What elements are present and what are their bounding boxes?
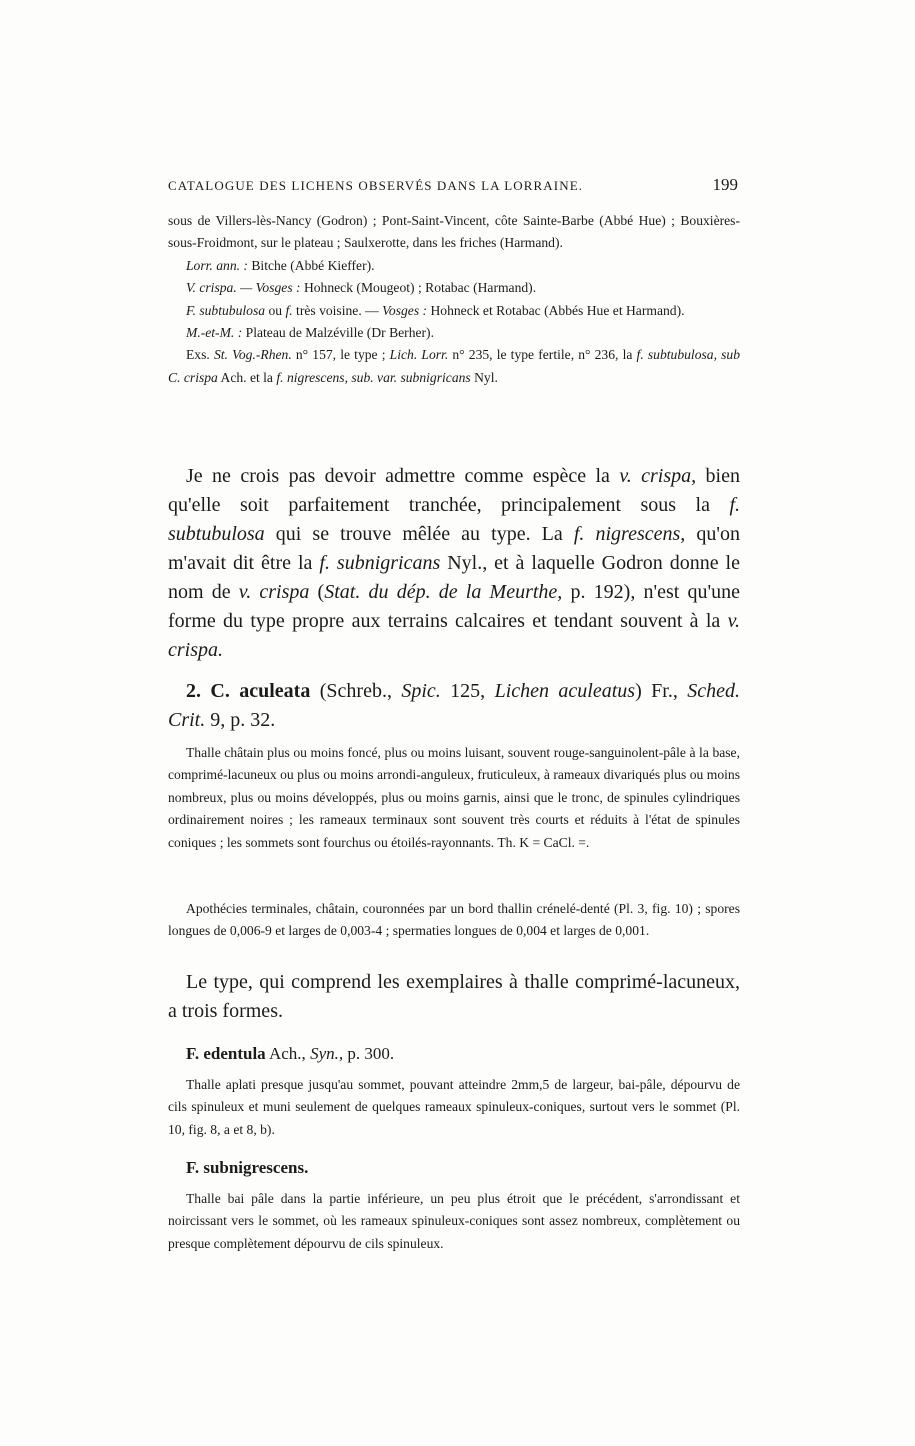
species-name: 2. C. aculeata [186, 680, 311, 702]
commentary-paragraph: Je ne crois pas devoir admettre comme espèce la v. crispa, bien qu'elle soit parfaitement tranchée, principalement sous la f. subtubulosa qui se trouve mêlée au type. La f. nigrescens, qu'on m'avait dit être la f. subnigricans Nyl., et à laquelle Godron donne le nom de v. crispa (Stat. du dép. de la Meurthe, p. 192), n'est qu'une forme du type propre aux terrains calcaires et tendant souvent à la v. crispa. [168, 465, 741, 661]
page-number: 199 [712, 175, 738, 194]
species-description: Thalle châtain plus ou moins foncé, plus ou moins luisant, souvent rouge-sanguinolent-pâle à la base, comprimé-lacuneux ou plus ou moins arrondi-anguleux, fruticuleux, à rameaux divariqués plus ou moins nombreux, plus ou moins développés, plus ou moins garnis, ainsi que le tronc, de spinules cylindriques ordinairement noires ; les rameaux terminaux sont souvent très courts et réduits à l'état de spinules coniques ; les sommets sont fourchus ou étoilés-rayonnants. Th. K = CaCl. =. [168, 745, 740, 850]
locality-paragraph: M.-et-M. : Plateau de Malzéville (Dr Berher). [186, 325, 434, 341]
locality-paragraph: F. subtubulosa ou f. très voisine. — Vosges : Hohneck et Rotabac (Abbés Hue et Harmand). [186, 302, 685, 318]
exsiccata-paragraph: Exs. St. Vog.-Rhen. n° 157, le type ; Lich. Lorr. n° 235, le type fertile, n° 236, la f. subtubulosa, sub C. crispa Ach. et la f. nigrescens, sub. var. subnigricans Nyl. [168, 347, 741, 385]
species-heading: 2. C. aculeata (Schreb., Spic. 125, Lichen aculeatus) Fr., Sched. Crit. 9, p. 32. [168, 680, 741, 731]
type-note: Le type, qui comprend les exemplaires à thalle comprimé-lacuneux, a trois formes. [168, 971, 740, 1022]
apothecia-paragraph: Apothécies terminales, châtain, couronnées par un bord thallin crénelé-denté (Pl. 3, fig. 10) ; spores longues de 0,006-9 et larges de 0,003-4 ; spermaties longues de 0,004 et larges de 0,001. [168, 901, 740, 939]
form-description-edentula: Thalle aplati presque jusqu'au sommet, pouvant atteindre 2mm,5 de largeur, bai-pâle, dépourvu de cils spinuleux et muni seulement de quelques rameaux spinuleux-coniques, surtout vers le sommet (Pl. 10, fig. 8, a et 8, b). [168, 1077, 740, 1137]
locality-paragraph: Lorr. ann. : Bitche (Abbé Kieffer). [186, 257, 375, 273]
form-description-subnigrescens: Thalle bai pâle dans la partie inférieure, un peu plus étroit que le précédent, s'arrondissant et noircissant vers le sommet, où les rameaux spinuleux-coniques sont assez nombreux, complètement ou presque complètement dépourvu de cils spinuleux. [168, 1191, 740, 1251]
locality-list [168, 210, 740, 389]
running-header [168, 175, 740, 194]
form-heading-subnigrescens: F. subnigrescens. [186, 1158, 309, 1177]
locality-paragraph: V. crispa. — Vosges : Hohneck (Mougeot) ; Rotabac (Harmand). [186, 280, 537, 296]
locality-paragraph: sous de Villers-lès-Nancy (Godron) ; Pont-Saint-Vincent, côte Sainte-Barbe (Abbé Hue) ; Bouxières-sous-Froidmont, sur le plateau ; Saulxerotte, dans les friches (Harmand). [168, 213, 740, 251]
form-heading-edentula: F. edentula Ach., Syn., p. 300. [186, 1044, 395, 1063]
running-title: CATALOGUE DES LICHENS OBSERVÉS DANS LA LORRAINE. [168, 178, 584, 193]
